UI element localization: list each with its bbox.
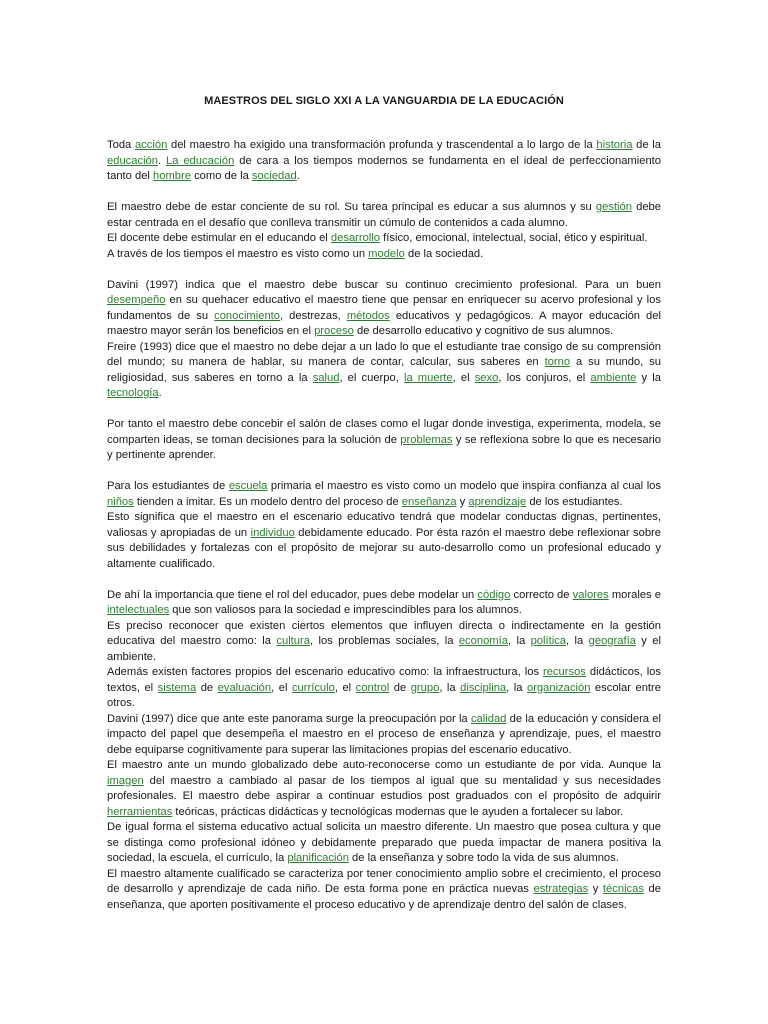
inline-link[interactable]: control <box>355 681 390 694</box>
paragraph: El maestro debe de estar conciente de su rol. Su tarea principal es educar a sus alumnos y su gestión debe estar centrada en el desafío que conlleva transmitir un cúmulo de contenidos a cada alumno. <box>107 201 662 229</box>
paragraph: De igual forma el sistema educativo actual solicita un maestro diferente. Un maestro que posea cultura y que se distinga como profesional idóneo y debidamente preparado que pueda impactar de manera positiva la sociedad, la escuela, el currículo, la planificación de la enseñanza y sobre todo la vida de sus alumnos. <box>107 821 661 864</box>
inline-link[interactable]: problemas <box>400 433 453 446</box>
paragraph: De ahí la importancia que tiene el rol del educador, pues debe modelar un código correcto de valores morales e intelectuales que son valiosos para la sociedad e imprescindibles para los alumnos. <box>107 588 661 616</box>
inline-link[interactable]: imagen <box>107 774 144 787</box>
inline-link[interactable]: La educación <box>166 154 235 167</box>
inline-link[interactable]: salud <box>312 371 340 384</box>
inline-link[interactable]: ambiente <box>590 371 637 384</box>
inline-link[interactable]: desempeño <box>107 294 166 306</box>
inline-link[interactable]: política <box>530 635 567 647</box>
paragraph: Para los estudiantes de escuela primaria el maestro es visto como un modelo que inspira confianza al cual los niños tienden a imitar. Es un modelo dentro del proceso de enseñanza y aprendizaje de los estudiantes. <box>107 480 661 508</box>
paragraph: Es preciso reconocer que existen ciertos elementos que influyen directa o indirectamente en la gestión educativa del maestro como: la cultura, los problemas sociales, la economía, la política, la geografía y el ambiente. <box>107 619 661 663</box>
paragraph: El docente debe estimular en el educando el desarrollo físico, emocional, intelectual, social, ético y espiritual. <box>107 232 648 244</box>
inline-link[interactable]: historia <box>596 139 633 151</box>
inline-link[interactable]: planificación <box>287 852 349 864</box>
paragraph: Esto significa que el maestro en el escenario educativo tendrá que modelar conductas dignas, pertinentes, valiosas y apropiadas de un individuo debidamente educado. Por ésta razón el maestro debe reflexionar sobre sus debilidades y fortalezas con el propósito de mejorar su auto-desarrollo como un profesional educado y altamente cualificado. <box>107 511 661 570</box>
paragraph: El maestro altamente cualificado se caracteriza por tener conocimiento amplio sobre el crecimiento, el proceso de desarrollo y aprendizaje de cada niño. De esta forma pone en práctica nuevas estrategias y técnicas de enseñanza, que aporten positivamente el proceso educativo y de aprendizaje dentro del salón de clases. <box>107 867 661 911</box>
inline-link[interactable]: herramientas <box>107 805 173 818</box>
inline-link[interactable]: tecnología <box>107 387 159 399</box>
inline-link[interactable]: niños <box>107 495 134 508</box>
inline-link[interactable]: evaluación <box>217 681 272 694</box>
inline-link[interactable]: valores <box>572 588 609 601</box>
inline-link[interactable]: currículo <box>291 681 335 694</box>
inline-link[interactable]: conocimiento <box>214 309 281 322</box>
inline-link[interactable]: gestión <box>595 201 632 213</box>
inline-link[interactable]: cultura <box>276 635 310 647</box>
inline-link[interactable]: recursos <box>543 666 586 678</box>
paragraph: A través de los tiempos el maestro es visto como un modelo de la sociedad. <box>107 247 484 260</box>
paragraph: Freire (1993) dice que el maestro no debe dejar a un lado lo que el estudiante trae consigo de su comprensión del mundo; su manera de hablar, su manera de contar, calcular, sus saberes en torno a su mundo, su religiosidad, sus saberes en torno a la salud, el cuerpo, la muerte, el sexo, los conjuros, el ambiente y la tecnología. <box>107 340 662 399</box>
inline-link[interactable]: sexo <box>474 371 499 384</box>
inline-link[interactable]: código <box>477 588 511 601</box>
inline-link[interactable]: educación <box>107 154 159 167</box>
paragraph: Toda acción del maestro ha exigido una transformación profunda y trascendental a lo largo de la historia de la educación. La educación de cara a los tiempos modernos se fundamenta en el ideal de perfeccionamiento tanto del hombre como de la sociedad. <box>107 139 662 182</box>
inline-link[interactable]: métodos <box>346 309 390 322</box>
inline-link[interactable]: modelo <box>368 247 405 260</box>
inline-link[interactable]: aprendizaje <box>468 495 527 508</box>
inline-link[interactable]: enseñanza <box>401 495 457 508</box>
inline-link[interactable]: economía <box>458 635 508 647</box>
page-title: MAESTROS DEL SIGLO XXI A LA VANGUARDIA DE LA EDUCACIÓN <box>204 95 564 107</box>
document-body <box>107 138 661 913</box>
inline-link[interactable]: calidad <box>470 712 507 725</box>
inline-link[interactable]: desarrollo <box>330 232 381 244</box>
paragraph: Por tanto el maestro debe concebir el salón de clases como el lugar donde investiga, experimenta, modela, se comparten ideas, se toman decisiones para la solución de problemas y se reflexiona sobre lo que es necesario y pertinente aprender. <box>107 418 661 461</box>
inline-link[interactable]: disciplina <box>460 681 507 694</box>
paragraph: Davini (1997) dice que ante este panorama surge la preocupación por la calidad de la educación y considera el impacto del papel que desempeña el maestro en el proceso de enseñanza y aprendizaje, pues, el maestro debe equiparse cognitivamente para superar las limitaciones propias del escenario educativo. <box>107 712 661 756</box>
inline-link[interactable]: estrategias <box>533 883 589 895</box>
paragraph: Además existen factores propios del escenario educativo como: la infraestructura, los recursos didácticos, los textos, el sistema de evaluación, el currículo, el control de grupo, la disciplina, la organización escolar entre otros. <box>107 666 661 709</box>
inline-link[interactable]: organización <box>526 681 591 694</box>
paragraph: El maestro ante un mundo globalizado debe auto-reconocerse como un estudiante de por vida. Aunque la imagen del maestro a cambiado al pasar de los tiempos al igual que su mentalidad y sus necesidades profesionales. El maestro debe aspirar a continuar estudios post graduados con el propósito de adquirir herramientas teóricas, prácticas didácticas y tecnológicas modernas que le ayuden a fortalecer su labor. <box>107 759 661 818</box>
inline-link[interactable]: la muerte <box>403 371 453 384</box>
inline-link[interactable]: técnicas <box>602 883 644 895</box>
inline-link[interactable]: individuo <box>250 526 295 539</box>
inline-link[interactable]: torno <box>544 356 571 368</box>
inline-link[interactable]: proceso <box>314 325 354 337</box>
inline-link[interactable]: hombre <box>153 170 191 182</box>
inline-link[interactable]: geografía <box>588 635 636 647</box>
inline-link[interactable]: intelectuales <box>107 604 170 616</box>
inline-link[interactable]: sociedad <box>251 170 297 182</box>
inline-link[interactable]: escuela <box>228 480 268 492</box>
inline-link[interactable]: sistema <box>157 681 197 694</box>
inline-link[interactable]: grupo <box>410 681 440 694</box>
inline-link[interactable]: acción <box>134 139 168 151</box>
paragraph: Davini (1997) indica que el maestro debe buscar su continuo crecimiento profesional. Para un buen desempeño en su quehacer educativo el maestro tiene que pensar en enriquecer su acervo profesional y los fundamentos de su conocimiento, destrezas, métodos educativos y pedagógicos. A mayor educación del maestro mayor serán los beneficios en el proceso de desarrollo educativo y cognitivo de sus alumnos. <box>107 278 661 337</box>
